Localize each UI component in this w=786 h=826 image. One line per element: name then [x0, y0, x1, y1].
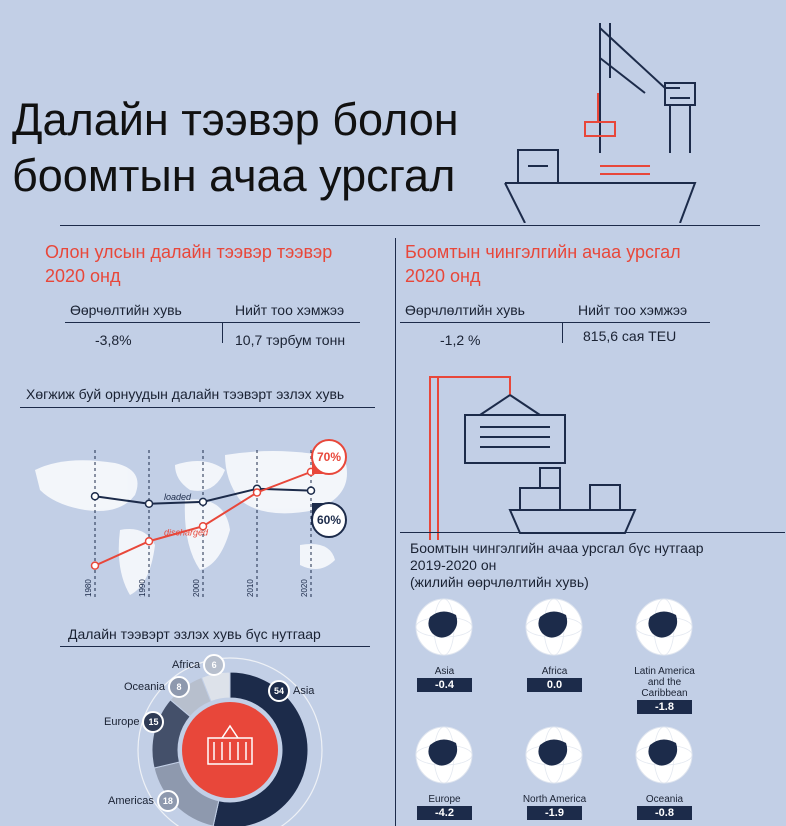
left-stats-divider — [65, 322, 360, 323]
data-point — [92, 562, 99, 569]
left-growth-value: -3,8% — [95, 332, 132, 348]
right-stats-vdivider — [562, 323, 563, 343]
share-title-underline — [20, 407, 375, 408]
left-total-label: Нийт тоо хэмжээ — [235, 302, 345, 318]
data-point — [308, 487, 315, 494]
right-stats-divider — [400, 322, 710, 323]
ship-crane-illustration — [500, 18, 710, 223]
pie-legend-asia — [268, 680, 314, 702]
pie-legend-europe — [104, 711, 164, 733]
series-label-discharged: discharged — [164, 527, 209, 538]
data-point — [92, 493, 99, 500]
region-value: 0.0 — [527, 678, 582, 692]
globe-icon — [632, 597, 697, 659]
pie-legend-name: Africa — [172, 659, 201, 671]
column-divider — [395, 238, 396, 826]
pie-legend-value: 15 — [142, 711, 164, 733]
globe-icon — [412, 597, 477, 659]
globe-icon — [522, 725, 587, 787]
pie-legend-value: 8 — [168, 676, 190, 698]
pie-legend-value: 54 — [268, 680, 290, 702]
region-pie-title: Далайн тээвэрт эзлэх хувь бүс нутгаар — [68, 626, 321, 642]
end-label-loaded — [312, 503, 346, 537]
region-value: -1.9 — [527, 806, 582, 820]
container-port-illustration — [410, 365, 650, 545]
world-map-silhouette — [35, 451, 347, 595]
pie-legend-value: 18 — [157, 790, 179, 812]
globe-icon — [522, 597, 587, 659]
pie-legend-africa — [172, 654, 225, 676]
region-card-latin-america — [632, 597, 697, 714]
x-tick-label: 2020 — [300, 579, 309, 597]
data-point — [146, 500, 153, 507]
region-card-asia — [412, 597, 477, 692]
left-heading: Олон улсын далайн тээвэр тээвэр 2020 онд — [45, 242, 333, 286]
pie-legend-americas — [108, 790, 179, 812]
pie-legend-name: Europe — [104, 716, 140, 728]
header-divider — [60, 225, 760, 226]
x-tick-label: 2010 — [246, 579, 255, 597]
left-total-value: 10,7 тэрбум тонн — [235, 332, 346, 348]
region-name: Europe — [428, 794, 461, 805]
region-value: -0.4 — [417, 678, 472, 692]
end-label-discharged — [312, 440, 346, 474]
data-point — [146, 538, 153, 545]
region-value: -1.8 — [637, 700, 692, 714]
right-bottom-divider — [400, 532, 785, 533]
region-name: Africa — [541, 666, 568, 677]
right-total-label: Нийт тоо хэмжээ — [578, 302, 688, 318]
right-heading: Боомтын чингэлгийн ачаа урсгал 2020 онд — [405, 242, 681, 286]
series-label-loaded: loaded — [164, 491, 192, 502]
left-stats-vdivider — [222, 323, 223, 343]
region-card-europe — [412, 725, 477, 820]
data-point — [254, 489, 261, 496]
region-name: Oceania — [645, 794, 684, 805]
pie-legend-name: Americas — [108, 795, 154, 807]
pie-legend-oceania — [124, 676, 190, 698]
right-total-value: 815,6 сая TEU — [583, 328, 677, 344]
region-name: Asia — [434, 666, 455, 677]
region-card-africa — [522, 597, 587, 692]
data-point — [200, 498, 207, 505]
share-chart-title: Хөгжиж буй орнуудын далайн тээвэрт эзлэх хувь — [26, 386, 345, 402]
region-card-oceania — [632, 725, 697, 820]
left-growth-label: Өөрчөлтийн хувь — [70, 302, 182, 318]
right-growth-label: Өөрчлөлтийн хувь — [405, 302, 525, 318]
region-name: Latin America and the Caribbean — [634, 666, 695, 699]
right-region-title: Боомтын чингэлгийн ачаа урсгал бүс нутгаар 2019-2020 он (жилийн өөрчлөлтийн хувь) — [410, 540, 704, 590]
page-title: Далайн тээвэр болон боомтын ачаа урсгал — [12, 94, 459, 201]
globe-icon — [412, 725, 477, 787]
x-tick-label: 2000 — [192, 579, 201, 597]
pie-legend-value: 6 — [203, 654, 225, 676]
x-tick-label: 1990 — [138, 579, 147, 597]
pie-legend-name: Asia — [293, 685, 315, 697]
svg-text:60%: 60% — [316, 513, 342, 527]
x-tick-label: 1980 — [84, 579, 93, 597]
region-title-underline — [60, 646, 370, 647]
right-growth-value: -1,2 % — [440, 332, 481, 348]
region-value: -4.2 — [417, 806, 472, 820]
region-value: -0.8 — [637, 806, 692, 820]
region-card-north-america — [522, 725, 587, 820]
svg-text:70%: 70% — [316, 450, 342, 464]
globe-icon — [632, 725, 697, 787]
share-line-chart — [25, 435, 370, 605]
pie-legend-name: Oceania — [124, 681, 165, 693]
region-name: North America — [522, 794, 587, 805]
